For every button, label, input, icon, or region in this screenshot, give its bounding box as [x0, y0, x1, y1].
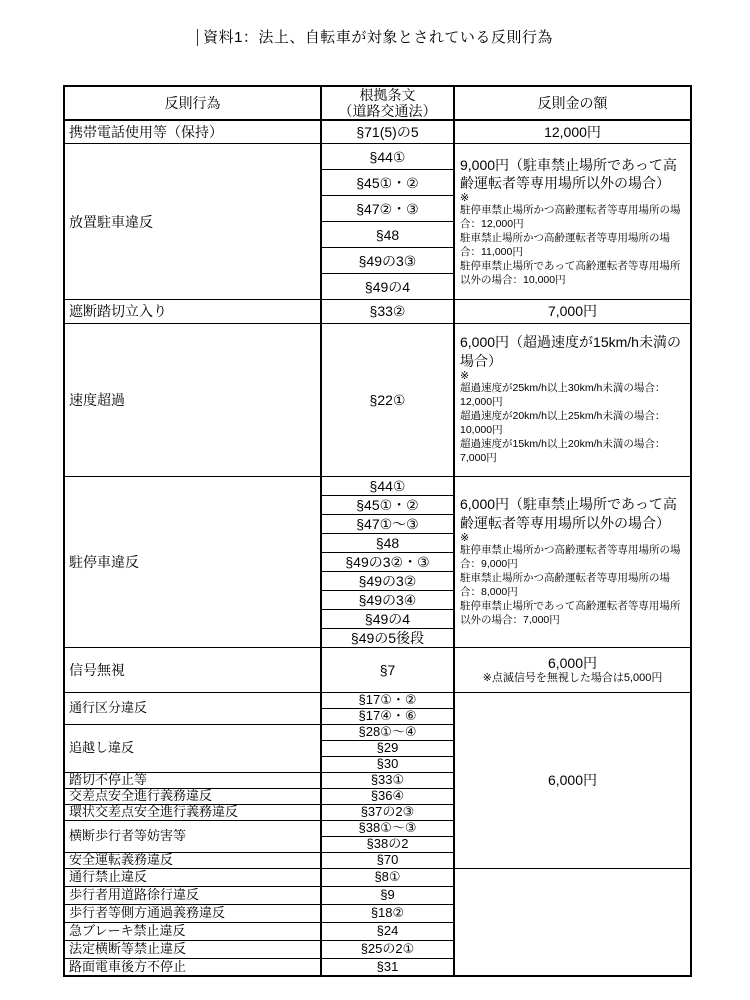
table-row — [64, 868, 691, 886]
article-cell: §49の4 — [321, 609, 454, 628]
article-cell: §25の2① — [321, 940, 454, 958]
fine-amount: 6,000円 — [547, 654, 598, 671]
fine-cell — [454, 647, 691, 692]
violation-name-cell: 急ブレーキ禁止違反 — [64, 922, 321, 940]
article-cell: §29 — [321, 740, 454, 756]
violation-name-cell: 歩行者等側方通過義務違反 — [64, 904, 321, 922]
article-cell: §48 — [321, 533, 454, 552]
violation-name-cell: 追越し違反 — [64, 724, 321, 772]
violation-name-cell: 環状交差点安全進行義務違反 — [64, 804, 321, 820]
table-row — [64, 300, 691, 323]
article-cell: §49の4 — [321, 274, 454, 300]
fine-cell — [454, 323, 691, 476]
violation-name-cell: 横断歩行者等妨害等 — [64, 820, 321, 852]
article-cell: §17①・② — [321, 692, 454, 708]
col-header-fine — [454, 86, 691, 120]
violations-table — [63, 85, 692, 977]
table-row — [64, 476, 691, 495]
table-header — [64, 86, 691, 120]
fine-cell — [454, 868, 691, 976]
page-title: 資料1：法上、自転車が対象とされている反則行為 — [197, 29, 553, 46]
article-cell: §36④ — [321, 788, 454, 804]
fine-note: 駐停車禁止場所かつ高齢運転者等専用場所の場合：9,000円 — [460, 543, 681, 570]
violation-name-cell: 歩行者用道路徐行違反 — [64, 886, 321, 904]
violation-name-cell: 通行区分違反 — [64, 692, 321, 724]
table-row — [64, 647, 691, 692]
note-mark: ※ — [460, 369, 470, 382]
article-cell: §8① — [321, 868, 454, 886]
article-cell: §49の3③ — [321, 248, 454, 274]
violation-name-cell: 路面電車後方不停止 — [64, 958, 321, 976]
article-cell: §9 — [321, 886, 454, 904]
note-mark: ※ — [460, 192, 470, 205]
article-cell: §48 — [321, 222, 454, 248]
col-header-violation-label: 反則行為 — [164, 95, 221, 112]
fine-amount: 9,000円（駐車禁止場所であって高齢運転者等専用場所以外の場合） — [460, 156, 677, 191]
fine-cell — [454, 300, 691, 323]
fine-amount: 6,000円 — [547, 771, 598, 788]
article-cell: §38の2 — [321, 836, 454, 852]
article-cell: §22① — [321, 323, 454, 476]
article-cell: §17④・⑥ — [321, 708, 454, 724]
article-cell: §49の5後段 — [321, 628, 454, 647]
fine-cell — [454, 692, 691, 868]
article-cell: §37の2③ — [321, 804, 454, 820]
article-cell: §38①～③ — [321, 820, 454, 836]
fine-amount: 6,000円（超過速度が15km/h未満の場合） — [460, 334, 681, 369]
violation-name-cell: 通行禁止違反 — [64, 868, 321, 886]
article-cell: §30 — [321, 756, 454, 772]
article-cell: §47①～③ — [321, 514, 454, 533]
fine-note: 駐停車禁止場所かつ高齢運転者等専用場所の場合：12,000円 — [460, 204, 681, 231]
fine-amount: 12,000円 — [544, 124, 601, 141]
article-cell: §33① — [321, 772, 454, 788]
note-mark: ※ — [460, 531, 470, 544]
col-header-article — [321, 86, 454, 120]
fine-amount: 7,000円 — [547, 303, 598, 320]
violation-name-cell: 速度超過 — [64, 323, 321, 476]
fine-cell — [454, 476, 691, 647]
article-cell: §47②・③ — [321, 196, 454, 222]
col-header-article-line2: （道路交通法） — [338, 103, 437, 120]
violation-name-cell: 交差点安全進行義務違反 — [64, 788, 321, 804]
col-header-article-line1: 根拠条文 — [359, 87, 416, 103]
violations-table-body — [64, 120, 691, 976]
violation-name-cell: 携帯電話使用等（保持） — [64, 120, 321, 144]
violation-name-cell: 法定横断等禁止違反 — [64, 940, 321, 958]
article-cell: §44① — [321, 476, 454, 495]
article-cell: §49の3② — [321, 571, 454, 590]
article-cell: §7 — [321, 647, 454, 692]
table-row — [64, 323, 691, 476]
article-cell: §49の3②・③ — [321, 552, 454, 571]
table-row — [64, 144, 691, 170]
fine-note: 駐停車禁止場所であって高齢運転者等専用場所以外の場合：10,000円 — [460, 260, 681, 287]
article-cell: §45①・② — [321, 170, 454, 196]
fine-amount: 6,000円（駐車禁止場所であって高齢運転者等専用場所以外の場合） — [460, 496, 677, 531]
article-cell: §71(5)の5 — [321, 120, 454, 144]
fine-subnote: ※点滅信号を無視した場合は5,000円 — [482, 671, 663, 684]
title-area — [0, 26, 750, 47]
article-cell: §45①・② — [321, 495, 454, 514]
fine-note: 超過速度が25km/h以上30km/h未満の場合：12,000円 — [460, 381, 666, 408]
violation-name-cell: 安全運転義務違反 — [64, 852, 321, 868]
article-cell: §24 — [321, 922, 454, 940]
fine-note: 駐車禁止場所かつ高齢運転者等専用場所の場合：8,000円 — [460, 571, 670, 598]
article-cell: §44① — [321, 144, 454, 170]
header-row — [64, 86, 691, 120]
violation-name-cell: 遮断踏切立入り — [64, 300, 321, 323]
article-cell: §31 — [321, 958, 454, 976]
fine-cell — [454, 120, 691, 144]
fine-cell — [454, 144, 691, 300]
article-cell: §28①～④ — [321, 724, 454, 740]
violation-name-cell: 駐停車違反 — [64, 476, 321, 647]
article-cell: §70 — [321, 852, 454, 868]
col-header-fine-label: 反則金の額 — [537, 95, 608, 112]
violation-name-cell: 踏切不停止等 — [64, 772, 321, 788]
fine-note: 駐車禁止場所かつ高齢運転者等専用場所の場合：11,000円 — [460, 232, 670, 259]
article-cell: §33② — [321, 300, 454, 323]
fine-note: 超過速度が20km/h以上25km/h未満の場合：10,000円 — [460, 409, 666, 436]
table-row — [64, 692, 691, 708]
fine-note: 超過速度が15km/h以上20km/h未満の場合：7,000円 — [460, 437, 666, 464]
violation-name-cell: 放置駐車違反 — [64, 144, 321, 300]
table-row — [64, 120, 691, 144]
violation-name-cell: 信号無視 — [64, 647, 321, 692]
article-cell: §49の3④ — [321, 590, 454, 609]
fine-note: 駐停車禁止場所であって高齢運転者等専用場所以外の場合：7,000円 — [460, 599, 681, 626]
article-cell: §18② — [321, 904, 454, 922]
col-header-violation — [64, 86, 321, 120]
